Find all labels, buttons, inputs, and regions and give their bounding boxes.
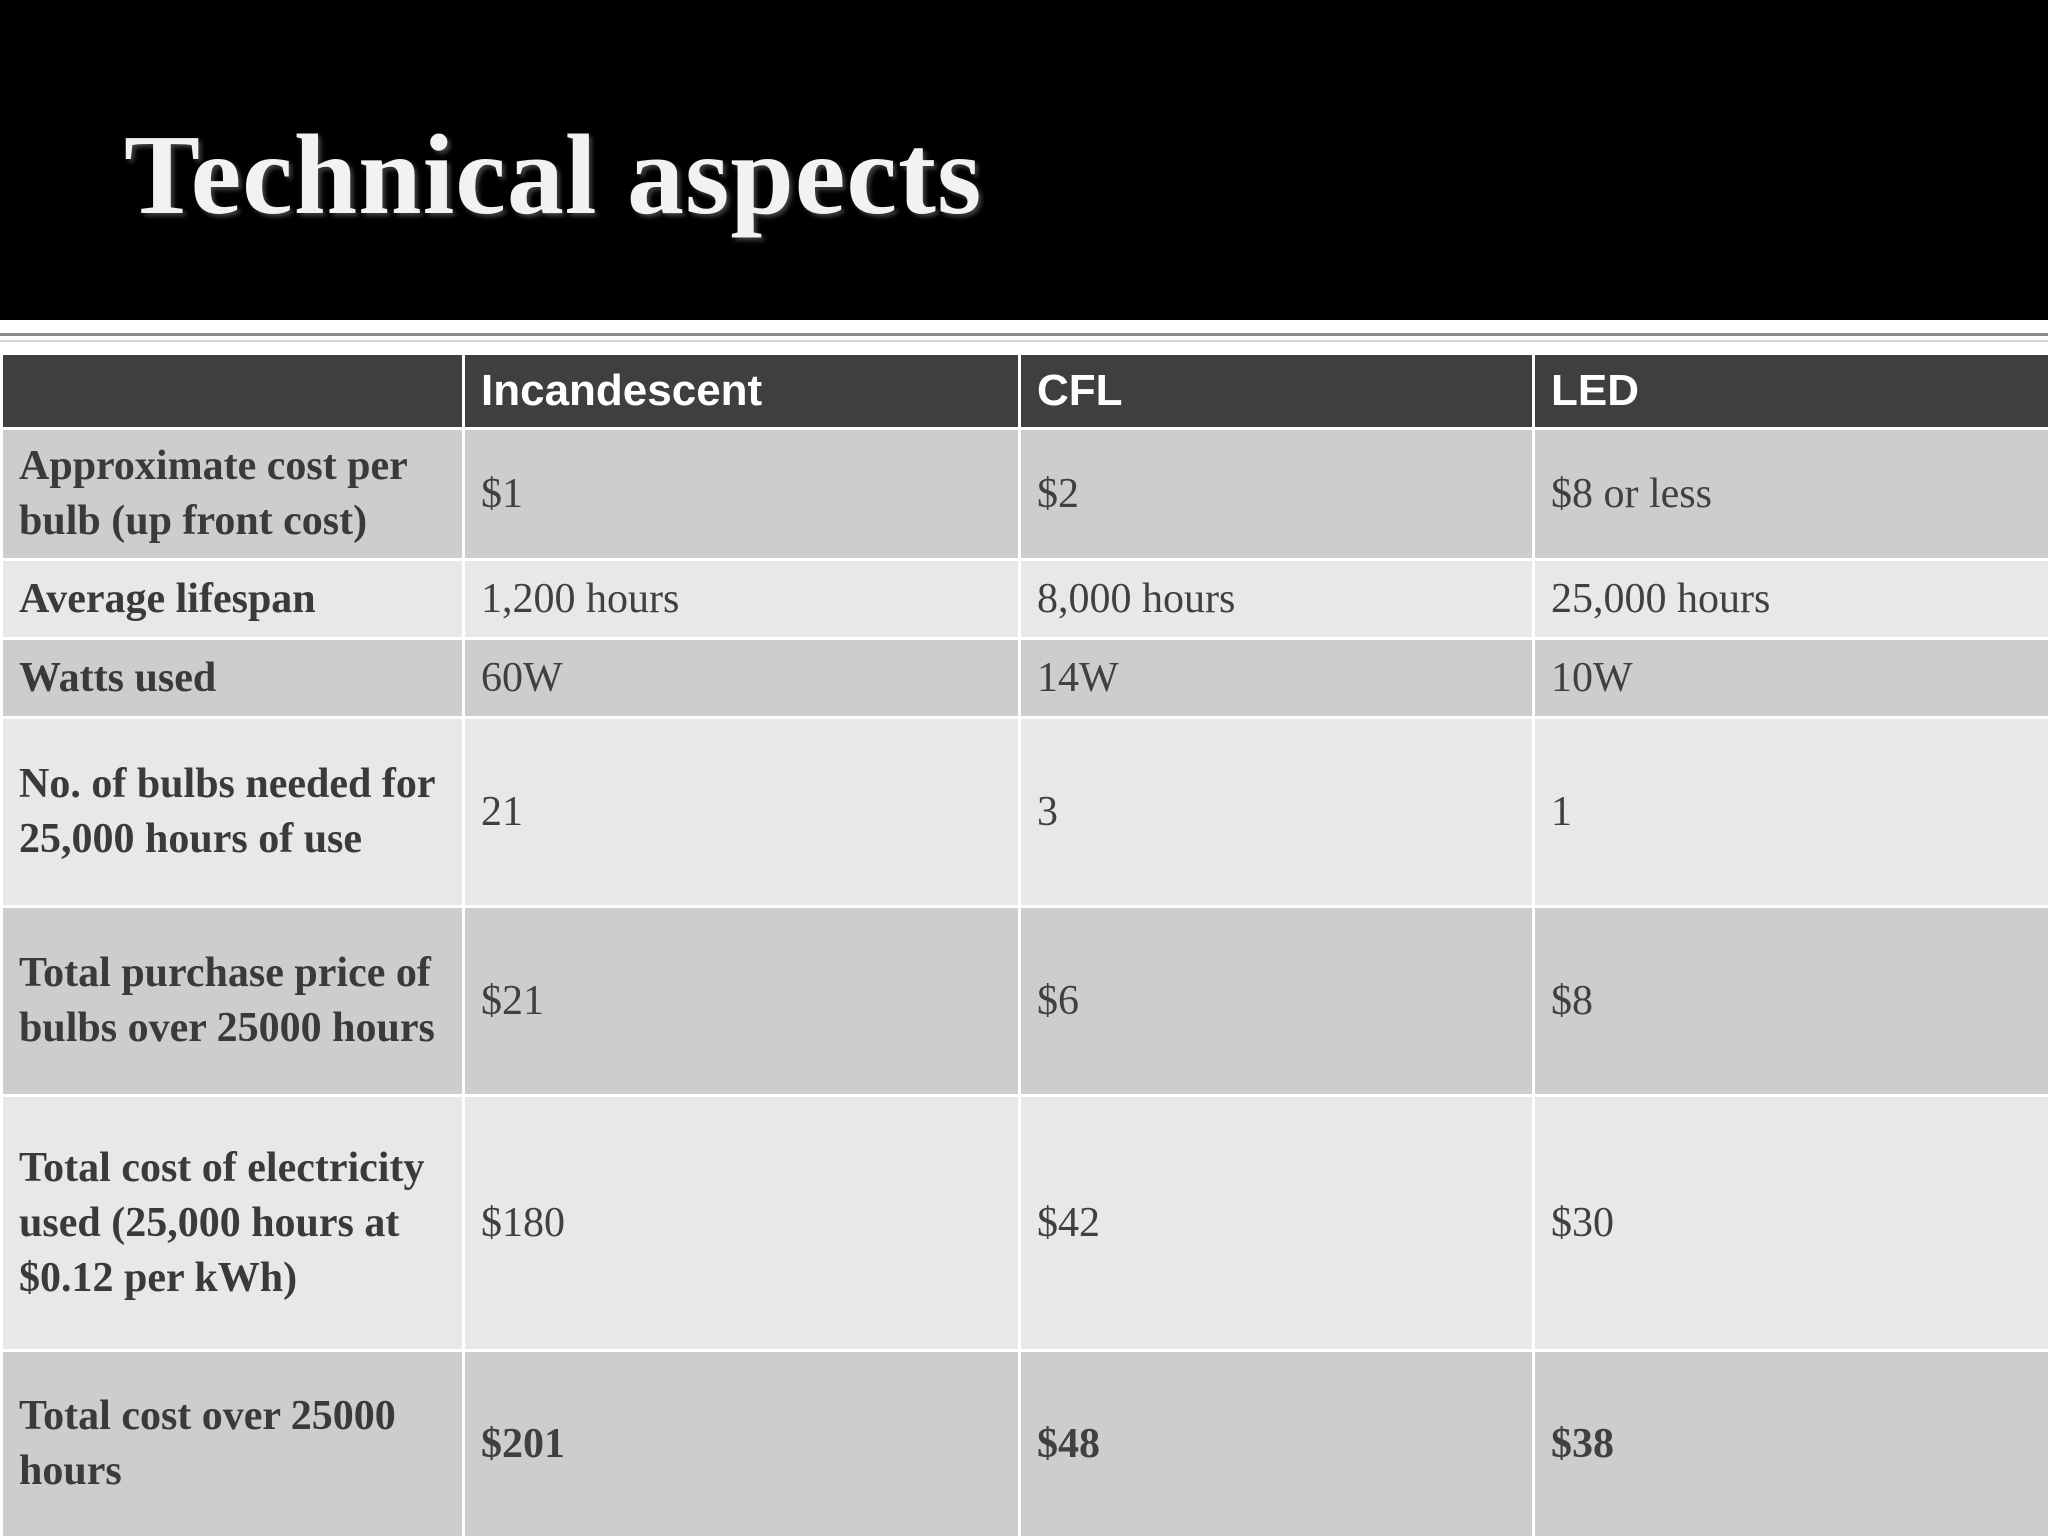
divider-rule xyxy=(0,320,2048,327)
cell-led: $8 xyxy=(1534,907,2048,1096)
cell-led: 10W xyxy=(1534,639,2048,718)
row-label: Total cost over 25000 hours xyxy=(2,1351,464,1538)
cell-incandescent: 60W xyxy=(464,639,1020,718)
header-cell-empty xyxy=(2,354,464,429)
table-row xyxy=(2,560,2048,639)
cell-led: 25,000 hours xyxy=(1534,560,2048,639)
cell-cfl: $42 xyxy=(1020,1096,1534,1351)
cell-cfl: $2 xyxy=(1020,429,1534,560)
table-row xyxy=(2,1096,2048,1351)
cell-cfl: 14W xyxy=(1020,639,1534,718)
row-label: No. of bulbs needed for 25,000 hours of use xyxy=(2,718,464,907)
cell-incandescent: $180 xyxy=(464,1096,1020,1351)
table-row xyxy=(2,1351,2048,1538)
cell-cfl: $6 xyxy=(1020,907,1534,1096)
row-label: Watts used xyxy=(2,639,464,718)
cell-incandescent: 1,200 hours xyxy=(464,560,1020,639)
table-header-row xyxy=(2,354,2048,429)
divider-rule-thin xyxy=(0,333,2048,336)
cell-cfl: 3 xyxy=(1020,718,1534,907)
comparison-table xyxy=(0,352,2048,1539)
cell-cfl: 8,000 hours xyxy=(1020,560,1534,639)
slide-title: Technical aspects xyxy=(124,110,982,240)
table-row xyxy=(2,639,2048,718)
cell-led: $8 or less xyxy=(1534,429,2048,560)
table-row xyxy=(2,907,2048,1096)
row-label: Approximate cost per bulb (up front cost) xyxy=(2,429,464,560)
title-band xyxy=(0,0,2048,320)
divider-rule-light xyxy=(0,340,2048,342)
cell-led: 1 xyxy=(1534,718,2048,907)
cell-led: $30 xyxy=(1534,1096,2048,1351)
header-cell-incandescent: Incandescent xyxy=(464,354,1020,429)
header-cell-led: LED xyxy=(1534,354,2048,429)
table-row xyxy=(2,718,2048,907)
row-label: Total cost of electricity used (25,000 hours at $0.12 per kWh) xyxy=(2,1096,464,1351)
row-label: Total purchase price of bulbs over 25000 hours xyxy=(2,907,464,1096)
cell-cfl: $48 xyxy=(1020,1351,1534,1538)
cell-incandescent: $21 xyxy=(464,907,1020,1096)
table-row xyxy=(2,429,2048,560)
cell-led: $38 xyxy=(1534,1351,2048,1538)
cell-incandescent: $201 xyxy=(464,1351,1020,1538)
cell-incandescent: $1 xyxy=(464,429,1020,560)
header-cell-cfl: CFL xyxy=(1020,354,1534,429)
row-label: Average lifespan xyxy=(2,560,464,639)
cell-incandescent: 21 xyxy=(464,718,1020,907)
